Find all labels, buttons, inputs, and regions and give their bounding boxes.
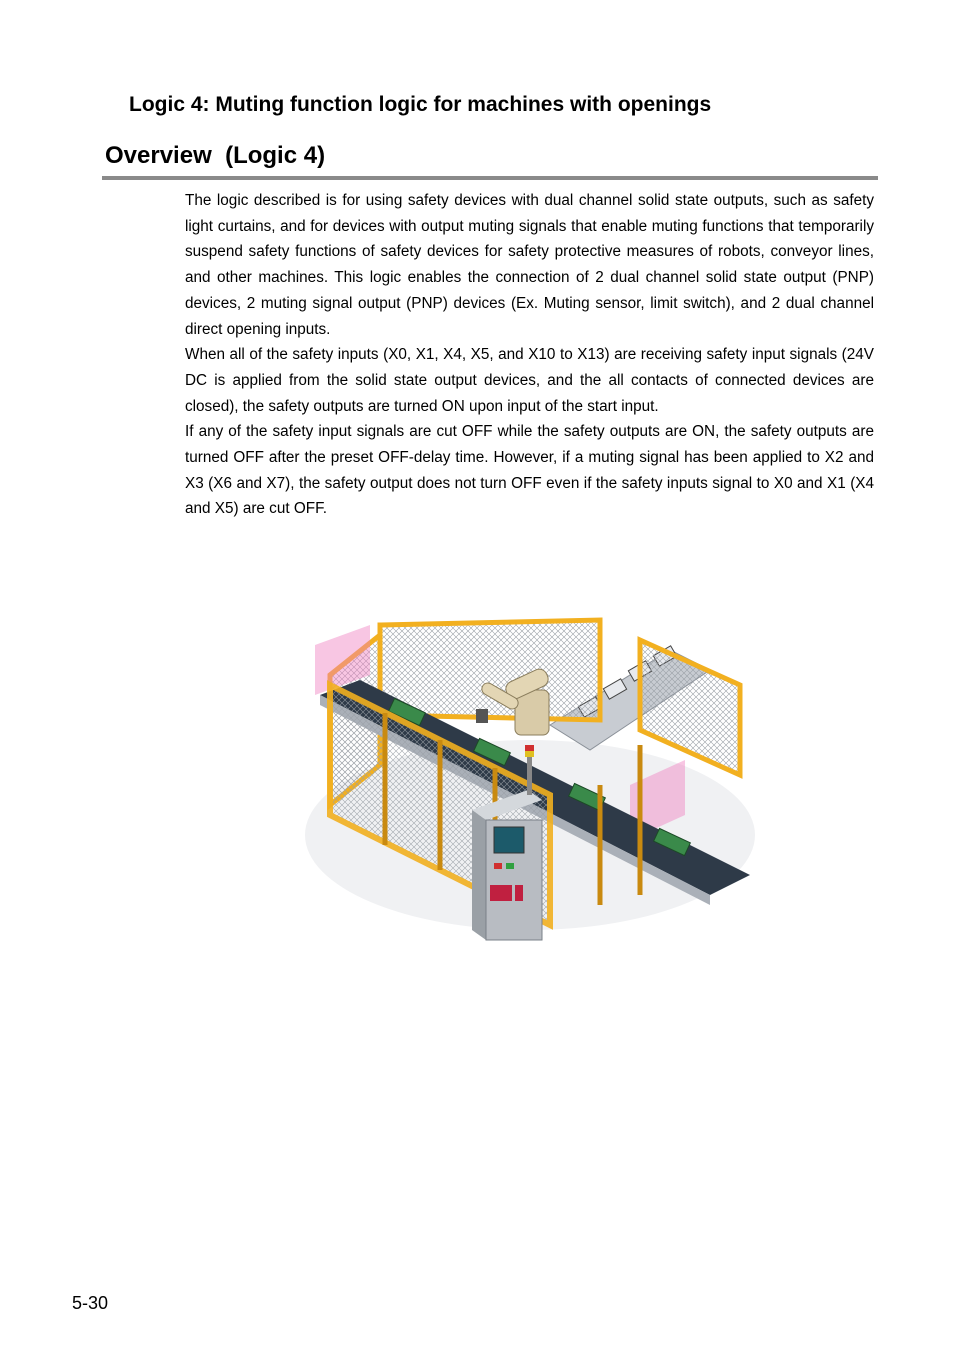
paragraph: If any of the safety input signals are cut OFF while the safety outputs are ON, the safety outputs are turned OFF after the preset OFF-delay time. However, if a muting signal has been applied to X2 and X3 (X6 and X7), the safety output does not turn OFF even if the safety inputs signal to X0 and X1 (X4 and X5) are cut OFF. xyxy=(185,423,874,518)
heading-divider xyxy=(102,176,878,180)
paragraph: When all of the safety inputs (X0, X1, X4, X5, and X10 to X13) are receiving safety input signals (24V DC is applied from the solid state output devices, and the all contacts of connected devices are closed), the safety outputs are turned ON upon input of the start input. xyxy=(185,346,874,415)
page-number: 5-30 xyxy=(72,1293,109,1313)
robot-cell-illustration xyxy=(300,595,760,945)
logic-title: Logic 4: Muting function logic for machines with openings xyxy=(129,93,712,116)
right-fence xyxy=(640,640,740,775)
section-heading: Overview (Logic 4) xyxy=(105,142,326,169)
paragraph: The logic described is for using safety devices with dual channel solid state outputs, such as safety light curtains, and for devices with output muting signals that enable muting functions that temporarily suspend safety functions of safety devices for safety protective measures of robots, conveyor lines, and other machines. This logic enables the connection of 2 dual channel solid state output (PNP) devices, 2 muting signal output (PNP) devices (Ex. Muting sensor, limit switch), and 2 dual channel direct opening inputs. xyxy=(185,192,874,338)
back-fence xyxy=(380,620,600,720)
section-body xyxy=(185,188,874,522)
